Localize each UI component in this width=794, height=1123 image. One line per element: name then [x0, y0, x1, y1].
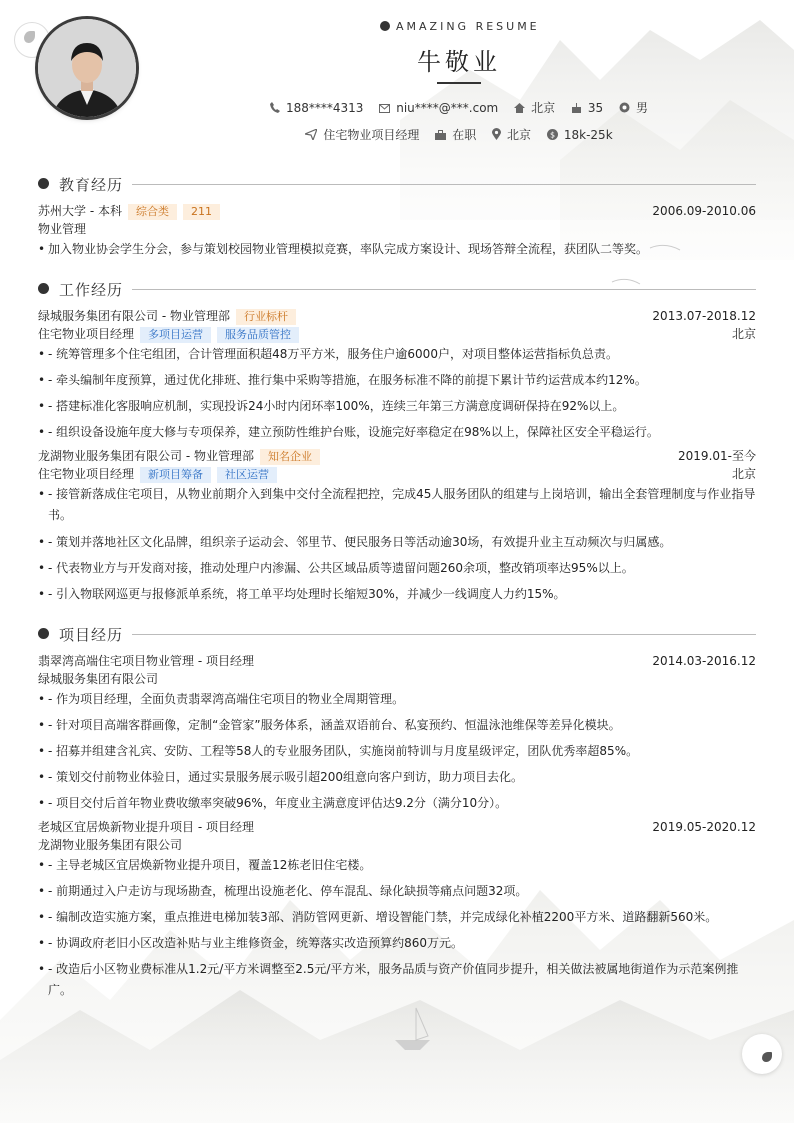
list-item: • - 组织设备设施年度大修与专项保养，建立预防性维护台账，设施完好率稳定在98%以上，保障社区安全平稳运行。 [38, 425, 659, 439]
job-role-row [38, 325, 756, 343]
name-divider [437, 82, 481, 84]
company-tag: 知名企业 [260, 449, 320, 465]
section-bullet-icon [38, 283, 49, 294]
company-tag: 行业标杆 [236, 309, 296, 325]
list-item: • - 策划并落地社区文化品牌，组织亲子运动会、邻里节、便民服务日等活动逾30场，有效提升业主互动频次与归属感。 [38, 535, 672, 549]
project-company: 龙湖物业服务集团有限公司 [38, 838, 183, 852]
section-divider [132, 289, 756, 290]
list-item: • - 策划交付前物业体验日，通过实景服务展示吸引超200组意向客户到访，助力项目去化。 [38, 770, 524, 784]
resume-tagline: AMAZING RESUME [380, 20, 540, 33]
list-item: • 加入物业协会学生分会，参与策划校园物业管理模拟竞赛，率队完成方案设计、现场答辩全流程，获团队二等奖。 [38, 242, 649, 256]
education-period: 2006.09-2010.06 [652, 204, 756, 218]
send-icon [305, 129, 317, 140]
education-major: 物业管理 [38, 222, 87, 236]
list-item: • - 主导老城区宜居焕新物业提升项目，覆盖12栋老旧住宅楼。 [38, 858, 372, 872]
section-work [38, 279, 756, 299]
section-bullet-icon [38, 628, 49, 639]
job-company-row [38, 307, 756, 325]
list-item: • - 前期通过入户走访与现场勘查，梳理出设施老化、停车混乱、绿化缺损等痛点问题32项。 [38, 884, 528, 898]
list-item: • - 项目交付后首年物业费收缴率突破96%，年度业主满意度评估达9.2分（满分10分）。 [38, 796, 508, 810]
project-name: 翡翠湾高端住宅项目物业管理 - 项目经理 [38, 654, 254, 668]
list-item: • - 引入物联网巡更与报修派单系统，将工单平均处理时长缩短30%，并减少一线调度人力约15%。 [38, 587, 566, 601]
list-item: • - 改造后小区物业费标准从1.2元/平方米调整至2.5元/平方米，服务品质与资产价值同步提升，相关做法被属地街道作为示范案例推广。 [38, 962, 739, 997]
project-company: 绿城服务集团有限公司 [38, 672, 159, 686]
home-icon [514, 103, 525, 113]
status-item: 在职 [435, 126, 476, 143]
role-tag: 新项目筹备 [140, 467, 211, 483]
role-tag: 服务品质管控 [217, 327, 299, 343]
list-item: • - 代表物业方与开发商对接，推动处理户内渗漏、公共区域品质等遗留问题260余项，整改销项率达95%以上。 [38, 561, 634, 575]
section-title: 教育经历 [59, 176, 124, 194]
school-name: 苏州大学 - 本科 [38, 204, 122, 218]
briefcase-icon [435, 130, 446, 140]
school-tag: 211 [183, 204, 220, 220]
list-item: • - 搭建标准化客服响应机制，实现投诉24小时内闭环率100%，连续三年第三方满意度调研保持在92%以上。 [38, 399, 625, 413]
company-name: 绿城服务集团有限公司 - 物业管理部 [38, 309, 230, 323]
list-item: • - 统筹管理多个住宅组团，合计管理面积超48万平方米，服务住户逾6000户，对项目整体运营指标负总责。 [38, 347, 618, 361]
project-period: 2014.03-2016.12 [652, 654, 756, 668]
section-projects [38, 624, 756, 644]
section-divider [132, 184, 756, 185]
list-item: • - 编制改造实施方案，重点推进电梯加装3部、消防管网更新、增设智能门禁，并完成绿化补植2200平方米、道路翻新560米。 [38, 910, 718, 924]
project-name-row [38, 818, 756, 836]
project-name-row [38, 652, 756, 670]
section-title: 项目经历 [59, 626, 124, 644]
age-item: 35 [571, 101, 603, 115]
job-intent-row [0, 126, 794, 143]
job-location: 北京 [731, 327, 756, 341]
list-item: • - 牵头编制年度预算，通过优化排班、推行集中采购等措施，在服务标准不降的前提下累计节约运营成本约12%。 [38, 373, 647, 387]
email-item: niu****@***.com [379, 101, 498, 115]
list-item: • - 针对项目高端客群画像，定制“金管家”服务体系，涵盖双语前台、私宴预约、恒温泳池维保等差异化模块。 [38, 718, 621, 732]
phone-item: 188****4313 [270, 101, 363, 115]
job-period: 2019.01-至今 [678, 449, 756, 463]
hometown-item: 北京 [514, 99, 555, 116]
candidate-name: 牛敬业 [417, 48, 501, 76]
list-item: • - 招募并组建含礼宾、安防、工程等58人的专业服务团队，实施岗前特训与月度星级评定，团队优秀率超85%。 [38, 744, 639, 758]
target-job-item: 住宅物业项目经理 [305, 126, 419, 143]
money-icon [547, 129, 558, 140]
job-role: 住宅物业项目经理 [38, 467, 135, 481]
city-item: 北京 [492, 126, 531, 143]
school-tag: 综合类 [128, 204, 177, 220]
location-icon [492, 128, 501, 140]
section-bullet-icon [38, 178, 49, 189]
section-title: 工作经历 [59, 281, 124, 299]
company-name: 龙湖物业服务集团有限公司 - 物业管理部 [38, 449, 254, 463]
role-tag: 社区运营 [217, 467, 277, 483]
list-item: • - 接管新落成住宅项目，从物业前期介入到集中交付全流程把控，完成45人服务团队的组建与上岗培训，输出全套管理制度与作业指导书。 [38, 487, 756, 522]
section-education [38, 174, 756, 194]
list-item: • - 协调政府老旧小区改造补贴与业主维修资金，统筹落实改造预算约860万元。 [38, 936, 464, 950]
list-item: • - 作为项目经理，全面负责翡翠湾高端住宅项目的物业全周期管理。 [38, 692, 405, 706]
phone-icon [270, 102, 280, 113]
education-school-row [38, 202, 756, 220]
mail-icon [379, 104, 390, 113]
svg-text:$: $ [549, 130, 555, 140]
section-divider [132, 634, 756, 635]
gender-item: 男 [619, 99, 648, 116]
salary-item: $ 18k-25k [547, 128, 613, 142]
project-name: 老城区宜居焕新物业提升项目 - 项目经理 [38, 820, 254, 834]
role-tag: 多项目运营 [140, 327, 211, 343]
leaf-icon [380, 21, 390, 31]
contact-row [0, 99, 794, 116]
job-company-row [38, 447, 756, 465]
gender-icon [619, 102, 630, 113]
project-period: 2019.05-2020.12 [652, 820, 756, 834]
job-role: 住宅物业项目经理 [38, 327, 135, 341]
job-period: 2013.07-2018.12 [652, 309, 756, 323]
cake-icon [571, 102, 582, 113]
job-role-row [38, 465, 756, 483]
job-location: 北京 [731, 467, 756, 481]
